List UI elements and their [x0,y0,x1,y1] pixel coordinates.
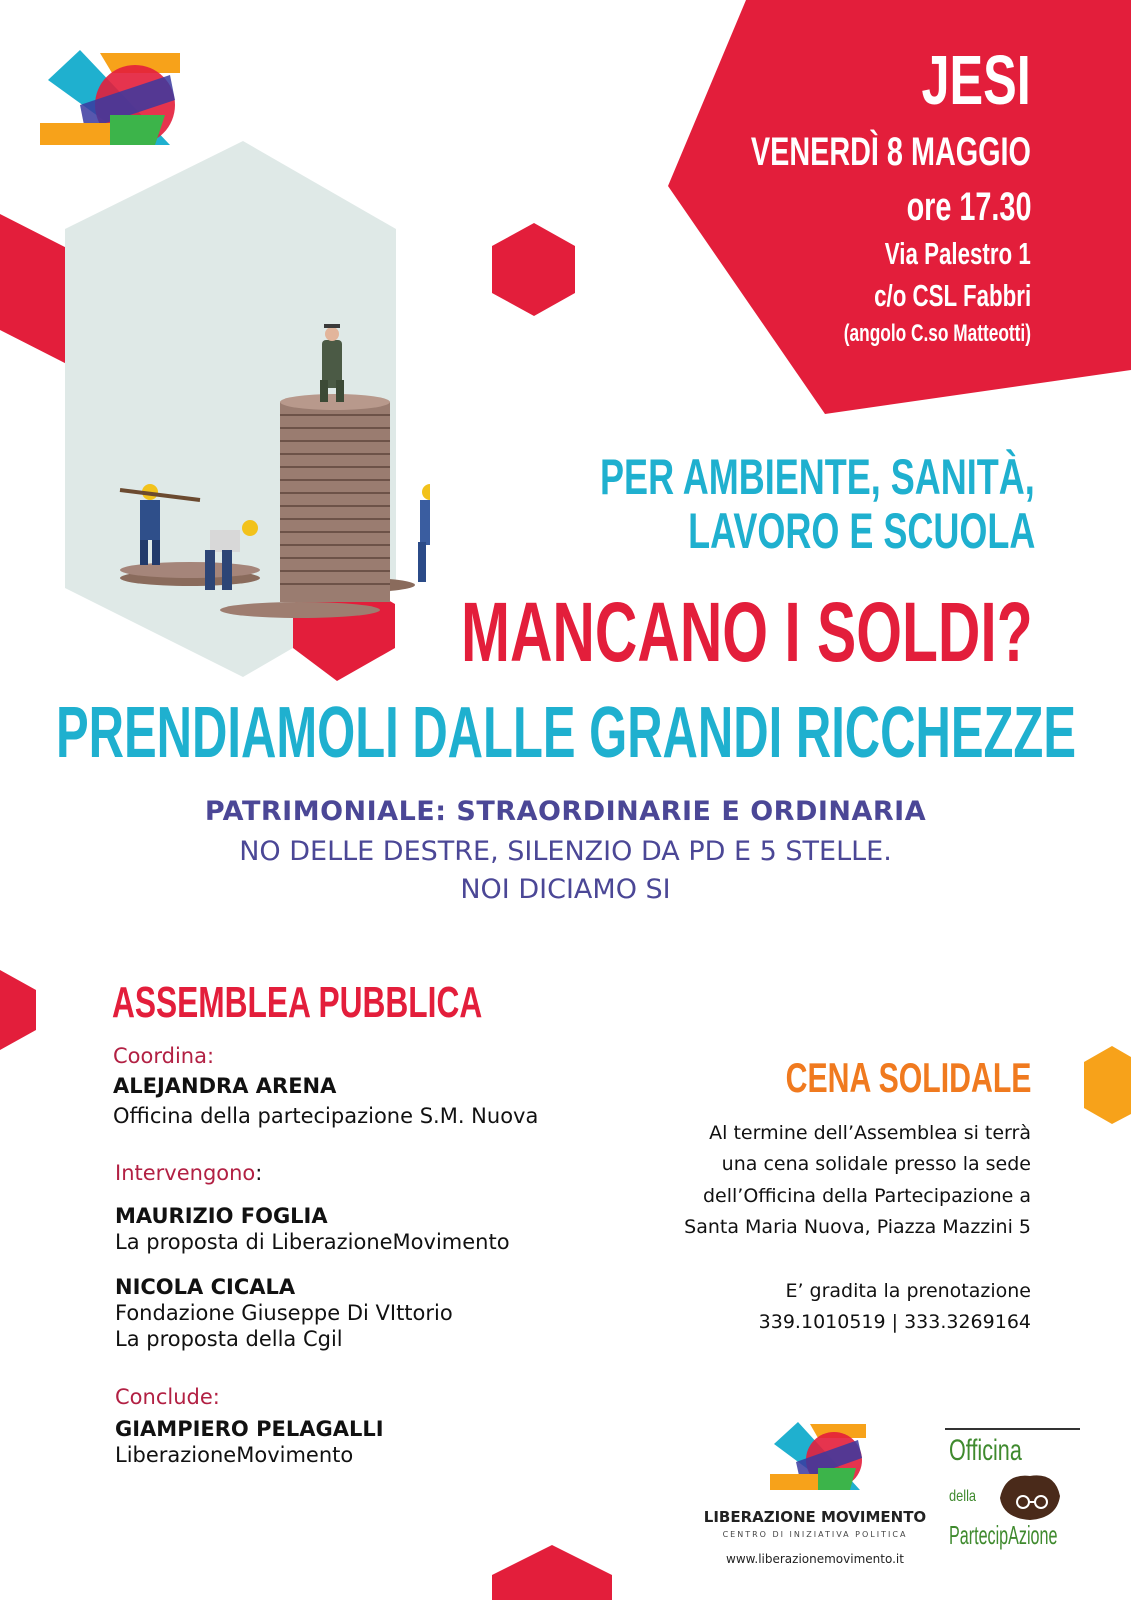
speakers-label-text: Intervengono [115,1161,256,1185]
dinner-line1: Al termine dell’Assemblea si terrà [709,1122,1031,1144]
officina-text-1: Officina [949,1434,1022,1467]
closing-label: Conclude: [115,1385,220,1409]
hexagon-decoration [492,223,575,316]
dinner-booking: E’ gradita la prenotazione [785,1280,1031,1302]
coordinator-name: ALEJANDRA ARENA [113,1074,337,1098]
footer-org-name: LIBERAZIONE MOVIMENTO [703,1508,927,1526]
hexagon-decoration [492,1545,612,1600]
statement-line2: NO DELLE DESTRE, SILENZIO DA PD E 5 STELLE. [239,836,892,867]
statement-line1: PATRIMONIALE: STRAORDINARIE E ORDINARIA [204,796,927,827]
coordina-label: Coordina: [113,1044,215,1068]
footer-org-tagline: CENTRO DI INIZIATIVA POLITICA [722,1530,908,1539]
speaker2-name: NICOLA CICALA [115,1275,296,1299]
speaker1-role: La proposta di LiberazioneMovimento [115,1230,510,1254]
liberazione-logo-icon [770,1420,866,1492]
dinner-line2: una cena solidale presso la sede [721,1153,1031,1175]
officina-face-icon [995,1468,1065,1523]
workers-coins-photo [100,320,430,650]
dinner-line4: Santa Maria Nuova, Piazza Mazzini 5 [684,1216,1031,1238]
headline-answer: PRENDIAMOLI DALLE GRANDI RICCHEZZE [56,693,1076,773]
hexagon-decoration [0,970,36,1050]
event-corner: (angolo C.so Matteotti) [843,320,1031,347]
officina-logo-icon [945,1428,1080,1552]
event-venue: c/o CSL Fabbri [873,278,1031,313]
footer-org-url[interactable]: www.liberazionemovimento.it [726,1552,904,1566]
headline-question: MANCANO I SOLDI? [461,585,1033,679]
closing-name: GIAMPIERO PELAGALLI [115,1417,384,1441]
hexagon-decoration [1084,1046,1131,1124]
event-city: JESI [921,41,1031,119]
officina-text-3: PartecipAzione [949,1520,1058,1550]
speakers-label [115,1161,262,1185]
dinner-line3: dell’Officina della Partecipazione a [702,1185,1031,1207]
event-address: Via Palestro 1 [884,236,1031,271]
topics-line1: PER AMBIENTE, SANITÀ, [600,449,1035,505]
assembly-title: ASSEMBLEA PUBBLICA [112,978,483,1027]
coordinator-role: Officina della partecipazione S.M. Nuova [113,1104,539,1128]
speaker2-role2: La proposta della Cgil [115,1327,343,1351]
closing-role: LiberazioneMovimento [115,1443,354,1467]
officina-text-2: della [949,1488,977,1505]
event-time: ore 17.30 [906,185,1031,229]
red-banner-polygon [668,0,1131,414]
statement-line3: NOI DICIAMO SI [460,874,671,905]
dinner-title: CENA SOLIDALE [785,1054,1031,1101]
event-date: VENERDÌ 8 MAGGIO [750,130,1031,174]
dinner-phones: 339.1010519 | 333.3269164 [758,1311,1031,1333]
topics-line2: LAVORO E SCUOLA [687,503,1035,559]
speakers-label-colon: : [255,1161,263,1185]
speaker1-name: MAURIZIO FOGLIA [115,1204,328,1228]
speaker2-role1: Fondazione Giuseppe Di VIttorio [115,1301,453,1325]
liberazione-logo-icon [40,45,182,150]
